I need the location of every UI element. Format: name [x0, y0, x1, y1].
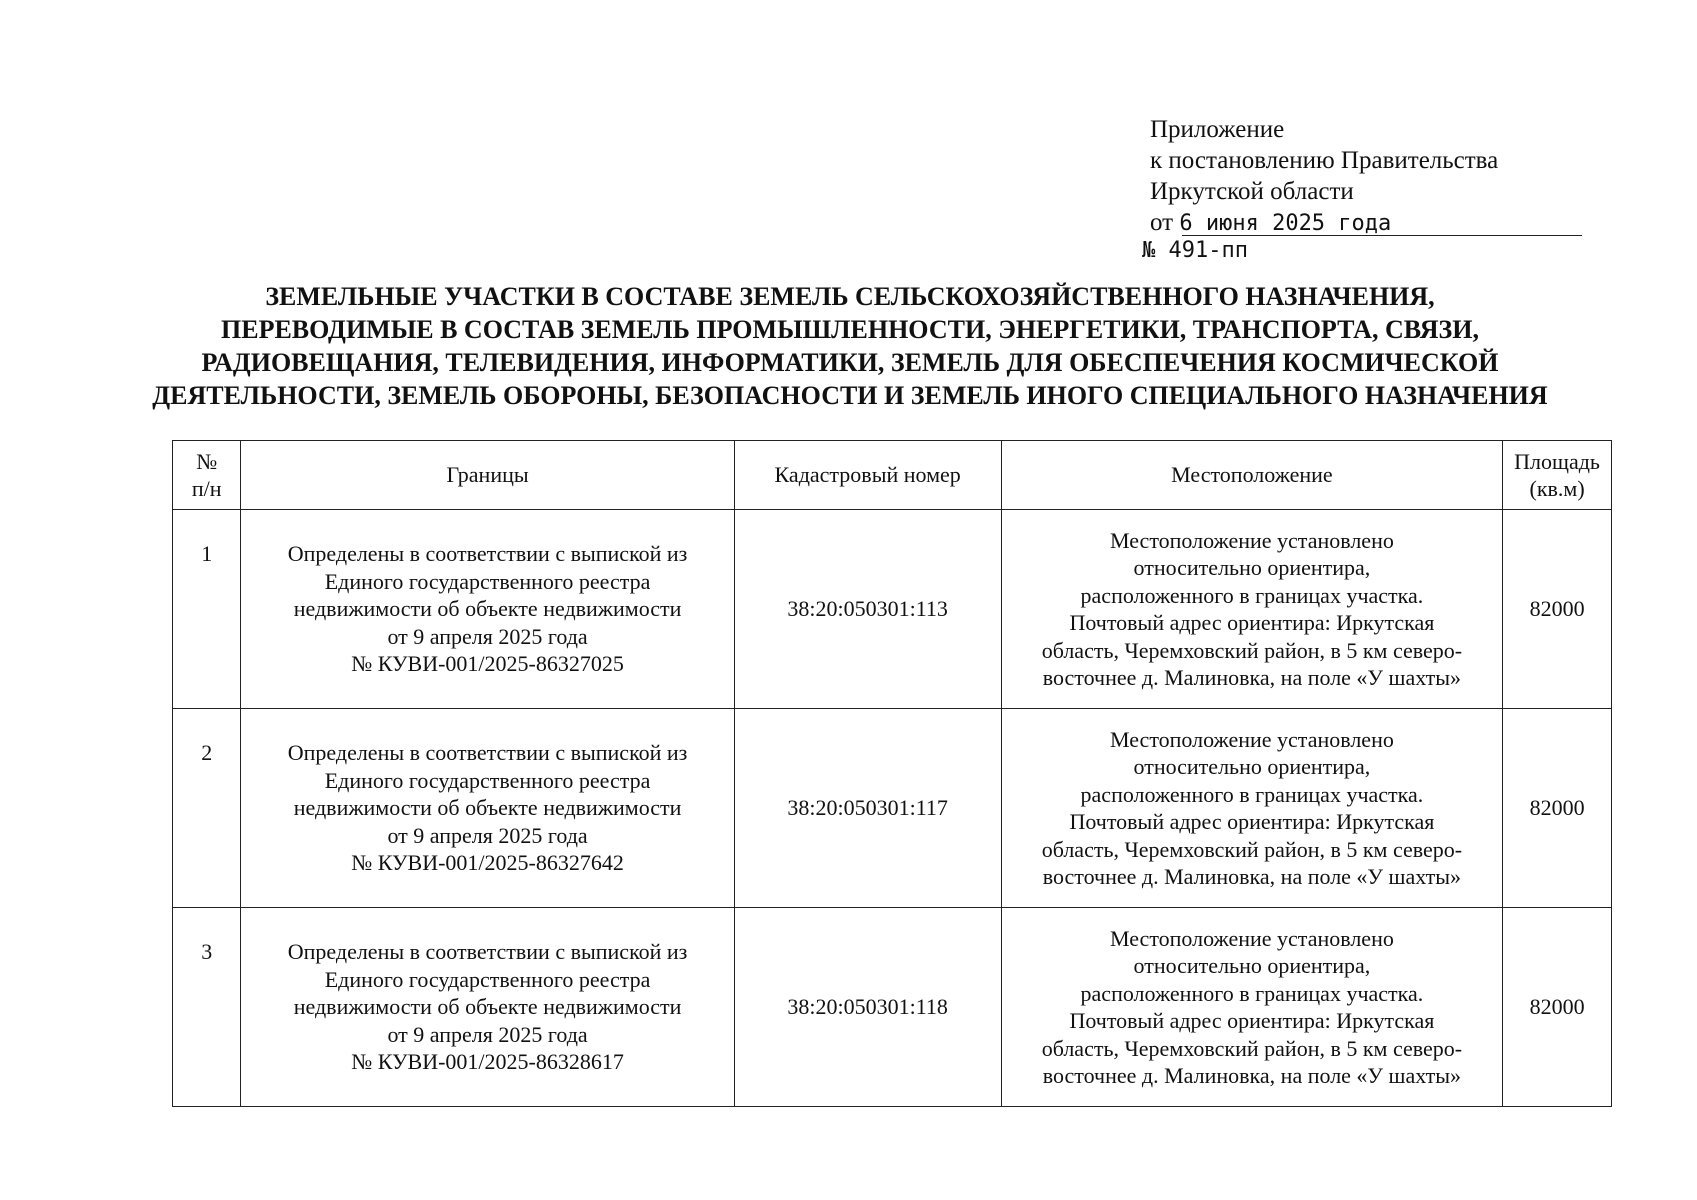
appendix-header [1142, 114, 1570, 266]
date-value: 6 июня 2025 года [1179, 211, 1392, 236]
land-plots-table [172, 440, 1612, 1107]
row-area: 82000 [1503, 510, 1612, 709]
row-area: 82000 [1503, 908, 1612, 1107]
header-bounds: Границы [241, 441, 734, 510]
appendix-line-2: к постановлению Правительства [1150, 147, 1499, 174]
appendix-line-3: Иркутской области [1150, 178, 1354, 205]
title-line-3: РАДИОВЕЩАНИЯ, ТЕЛЕВИДЕНИЯ, ИНФОРМАТИКИ, ЗЕМЕЛЬ ДЛЯ ОБЕСПЕЧЕНИЯ КОСМИЧЕСКОЙ [201, 348, 1499, 377]
row-area: 82000 [1503, 709, 1612, 908]
row-num: 3 [173, 908, 241, 1107]
header-cadastral: Кадастровый номер [734, 441, 1001, 510]
table-row [173, 510, 1612, 709]
header-area: Площадь (кв.м) [1503, 441, 1612, 510]
title-line-2: ПЕРЕВОДИМЫЕ В СОСТАВ ЗЕМЕЛЬ ПРОМЫШЛЕННОСТИ, ЭНЕРГЕТИКИ, ТРАНСПОРТА, СВЯЗИ, [221, 315, 1479, 344]
row-bounds: Определены в соответствии с выпиской из Единого государственного реестра недвижимости об объекте недвижимости от 9 апреля 2025 года № КУВИ-001/2025-86327025 [241, 510, 734, 709]
row-cadastral: 38:20:050301:113 [734, 510, 1001, 709]
row-location: Местоположение установлено относительно ориентира, расположенного в границах участка. Почтовый адрес ориентира: Иркутская область, Черемховский район, в 5 км северо- восточнее д. Малиновка, на поле «У шахты» [1001, 709, 1503, 908]
title-line-4: ДЕЯТЕЛЬНОСТИ, ЗЕМЕЛЬ ОБОРОНЫ, БЕЗОПАСНОСТИ И ЗЕМЕЛЬ ИНОГО СПЕЦИАЛЬНОГО НАЗНАЧЕНИЯ [152, 381, 1548, 410]
header-num: № п/н [173, 441, 241, 510]
date-prefix: от [1150, 209, 1174, 236]
row-location: Местоположение установлено относительно ориентира, расположенного в границах участка. Почтовый адрес ориентира: Иркутская область, Черемховский район, в 5 км северо- восточнее д. Малиновка, на поле «У шахты» [1001, 510, 1503, 709]
row-num: 1 [173, 510, 241, 709]
row-bounds: Определены в соответствии с выпиской из Единого государственного реестра недвижимости об объекте недвижимости от 9 апреля 2025 года № КУВИ-001/2025-86327642 [241, 709, 734, 908]
row-cadastral: 38:20:050301:117 [734, 709, 1001, 908]
table-row [173, 908, 1612, 1107]
table-row [173, 709, 1612, 908]
header-location: Местоположение [1001, 441, 1503, 510]
document-title [100, 280, 1600, 412]
appendix-line-1: Приложение [1150, 116, 1285, 143]
row-bounds: Определены в соответствии с выпиской из Единого государственного реестра недвижимости об объекте недвижимости от 9 апреля 2025 года № КУВИ-001/2025-86328617 [241, 908, 734, 1107]
row-cadastral: 38:20:050301:118 [734, 908, 1001, 1107]
row-num: 2 [173, 709, 241, 908]
title-line-1: ЗЕМЕЛЬНЫЕ УЧАСТКИ В СОСТАВЕ ЗЕМЕЛЬ СЕЛЬСКОХОЗЯЙСТВЕННОГО НАЗНАЧЕНИЯ, [265, 282, 1435, 311]
row-location: Местоположение установлено относительно ориентира, расположенного в границах участка. Почтовый адрес ориентира: Иркутская область, Черемховский район, в 5 км северо- восточнее д. Малиновка, на поле «У шахты» [1001, 908, 1503, 1107]
table-header-row [173, 441, 1612, 510]
decree-number: № 491-пп [1142, 238, 1248, 263]
